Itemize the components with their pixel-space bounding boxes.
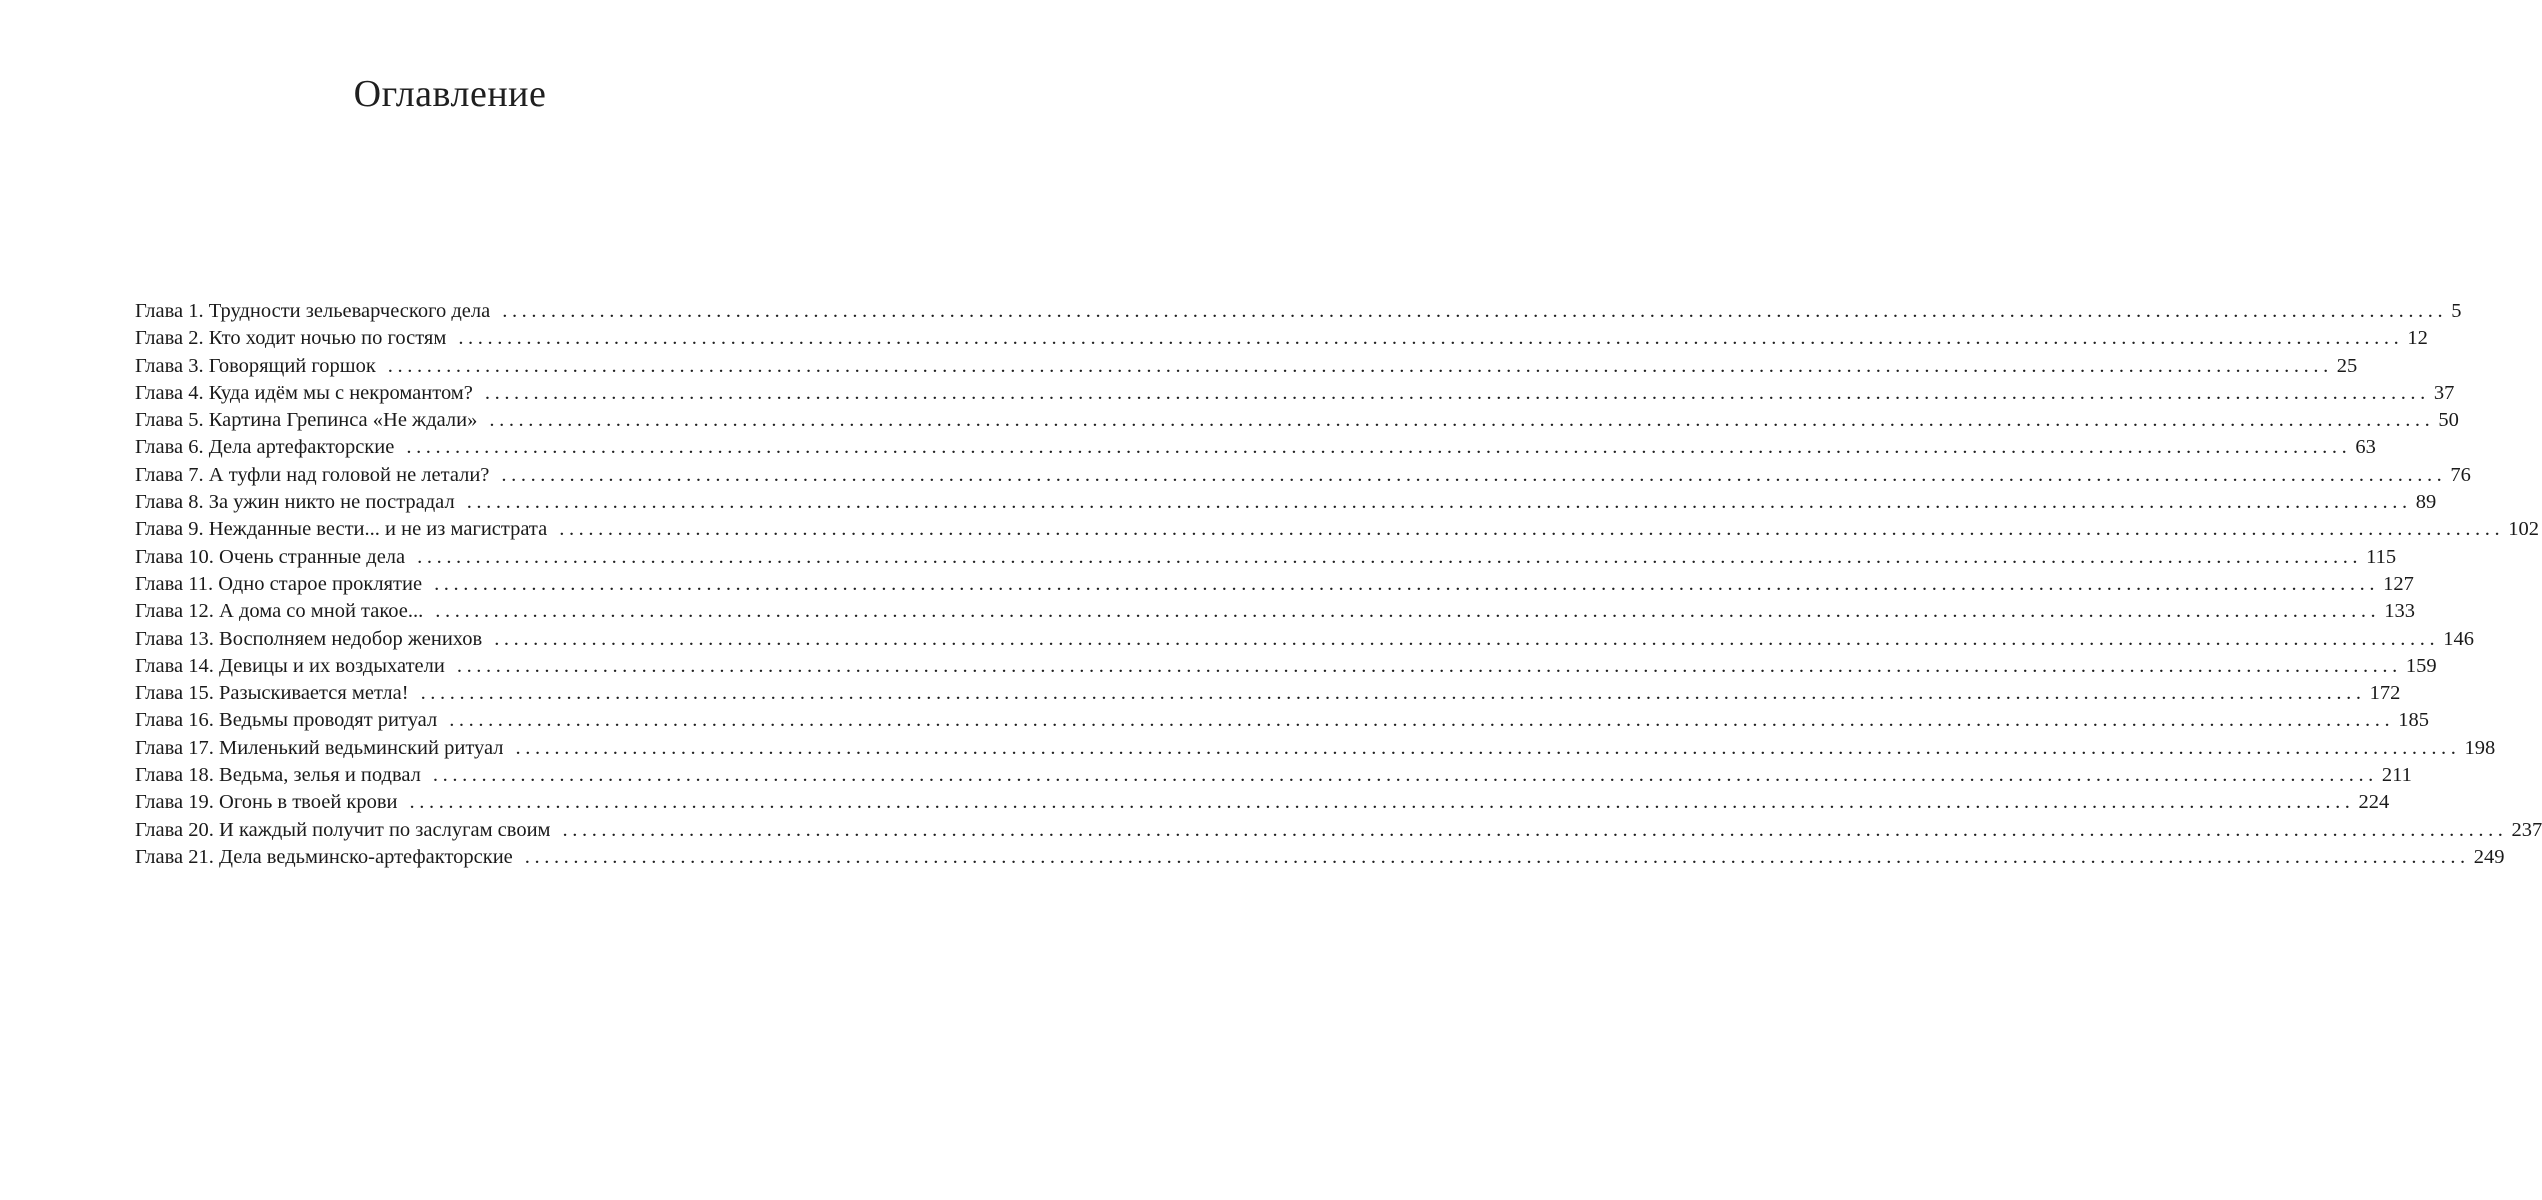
toc-entry-page: 115: [2366, 545, 2397, 568]
dot-leader: ........................................................................................................................................................................................................: [432, 764, 2378, 787]
toc-entry: [135, 789, 2390, 816]
dot-leader: ........................................................................................................................................................................................................: [502, 300, 2448, 322]
toc-entry-page: 102: [2508, 518, 2539, 541]
toc-entry: [135, 544, 2397, 571]
dot-leader: ........................................................................................................................................................................................................: [420, 682, 2366, 705]
toc-entry-title: Глава 10. Очень странные дела: [135, 545, 406, 568]
toc-entry: [135, 844, 2505, 871]
toc-entry-title: Глава 14. Девицы и их воздыхатели: [135, 654, 445, 677]
dot-leader: ........................................................................................................................................................................................................: [456, 654, 2402, 677]
toc-entry-title: Глава 17. Миленький ведьминский ритуал: [135, 736, 504, 759]
toc-entry: [135, 571, 2414, 598]
toc-entry-title: Глава 18. Ведьма, зелья и подвал: [135, 764, 421, 787]
dot-leader: ........................................................................................................................................................................................................: [515, 736, 2461, 759]
toc-entry-page: 89: [2415, 491, 2437, 514]
toc-entry-title: Глава 11. Одно старое проклятие: [135, 572, 423, 595]
dot-leader: ........................................................................................................................................................................................................: [409, 791, 2355, 814]
dot-leader: ........................................................................................................................................................................................................: [434, 572, 2380, 595]
dot-leader: ........................................................................................................................................................................................................: [458, 327, 2404, 350]
toc-entry-title: Глава 4. Куда идём мы с некромантом?: [135, 381, 473, 404]
toc-entry-title: Глава 8. За ужин никто не пострадал: [135, 491, 455, 514]
dot-leader: ........................................................................................................................................................................................................: [484, 381, 2430, 404]
toc-entry-page: 12: [2407, 327, 2428, 350]
dot-leader: ........................................................................................................................................................................................................: [417, 545, 2363, 568]
dot-leader: ........................................................................................................................................................................................................: [449, 709, 2395, 732]
toc-entry-title: Глава 5. Картина Грепинса «Не ждали»: [135, 409, 478, 432]
toc-entry-title: Глава 21. Дела ведьминско-артефакторские: [135, 845, 513, 868]
toc-entry-page: 133: [2384, 600, 2416, 623]
toc-entry: [135, 407, 2459, 434]
toc-entry: [135, 353, 2358, 380]
toc-entry-page: 198: [2464, 736, 2496, 759]
toc-entry-title: Глава 15. Разыскивается метла!: [135, 682, 409, 705]
toc-entry: [135, 817, 2542, 844]
dot-leader: ........................................................................................................................................................................................................: [435, 600, 2381, 623]
toc-entry: [135, 434, 2376, 461]
toc-entry: [135, 462, 2471, 489]
toc-entry: [135, 762, 2412, 789]
toc-entry-title: Глава 16. Ведьмы проводят ритуал: [135, 709, 438, 732]
toc-entry: [135, 380, 2455, 407]
dot-leader: ........................................................................................................................................................................................................: [387, 354, 2333, 377]
toc-entry: [135, 735, 2496, 762]
dot-leader: ........................................................................................................................................................................................................: [489, 409, 2435, 432]
toc-entry-page: 76: [2450, 463, 2471, 486]
toc-entry-page: 224: [2358, 791, 2390, 814]
toc-entry: [135, 680, 2401, 707]
toc-entry-title: Глава 6. Дела артефакторские: [135, 436, 395, 459]
toc-entry-page: 237: [2511, 818, 2542, 841]
toc-entry-page: 25: [2336, 354, 2358, 377]
table-of-contents: [135, 298, 2542, 871]
toc-entry-page: 146: [2443, 627, 2474, 650]
toc-entry-page: 37: [2433, 381, 2455, 404]
toc-entry-title: Глава 9. Нежданные вести... и не из магистрата: [135, 518, 548, 541]
toc-entry-title: Глава 13. Восполняем недобор женихов: [135, 627, 483, 650]
toc-entry-page: 249: [2473, 845, 2505, 868]
toc-entry: [135, 489, 2437, 516]
dot-leader: ........................................................................................................................................................................................................: [466, 491, 2412, 514]
dot-leader: ........................................................................................................................................................................................................: [406, 436, 2352, 459]
toc-entry-page: 185: [2398, 709, 2429, 732]
toc-entry-title: Глава 3. Говорящий горшок: [135, 354, 376, 377]
toc-entry: [135, 516, 2539, 543]
toc-entry: [135, 626, 2474, 653]
toc-entry: [135, 325, 2428, 352]
toc-entry-title: Глава 2. Кто ходит ночью по гостям: [135, 327, 447, 350]
dot-leader: ........................................................................................................................................................................................................: [494, 627, 2440, 650]
dot-leader: ........................................................................................................................................................................................................: [559, 518, 2505, 541]
toc-entry-page: 211: [2381, 764, 2412, 787]
toc-entry-title: Глава 19. Огонь в твоей крови: [135, 791, 398, 814]
toc-entry-title: Глава 1. Трудности зельеварческого дела: [135, 300, 491, 322]
toc-entry-title: Глава 20. И каждый получит по заслугам своим: [135, 818, 551, 841]
toc-entry: [135, 598, 2416, 625]
toc-entry: [135, 298, 2462, 325]
page-title: Оглавление: [353, 73, 547, 115]
dot-leader: ........................................................................................................................................................................................................: [501, 463, 2447, 486]
toc-entry-title: Глава 7. А туфли над головой не летали?: [135, 463, 490, 486]
toc-entry-title: Глава 12. А дома со мной такое...: [135, 600, 424, 623]
dot-leader: ........................................................................................................................................................................................................: [562, 818, 2508, 841]
toc-entry-page: 172: [2369, 682, 2401, 705]
toc-entry-page: 63: [2355, 436, 2376, 459]
toc-entry-page: 50: [2438, 409, 2459, 432]
toc-entry-page: 5: [2451, 300, 2462, 322]
toc-entry-page: 159: [2405, 654, 2437, 677]
dot-leader: ........................................................................................................................................................................................................: [524, 845, 2470, 868]
toc-entry: [135, 653, 2437, 680]
toc-entry: [135, 707, 2429, 734]
toc-entry-page: 127: [2383, 572, 2414, 595]
